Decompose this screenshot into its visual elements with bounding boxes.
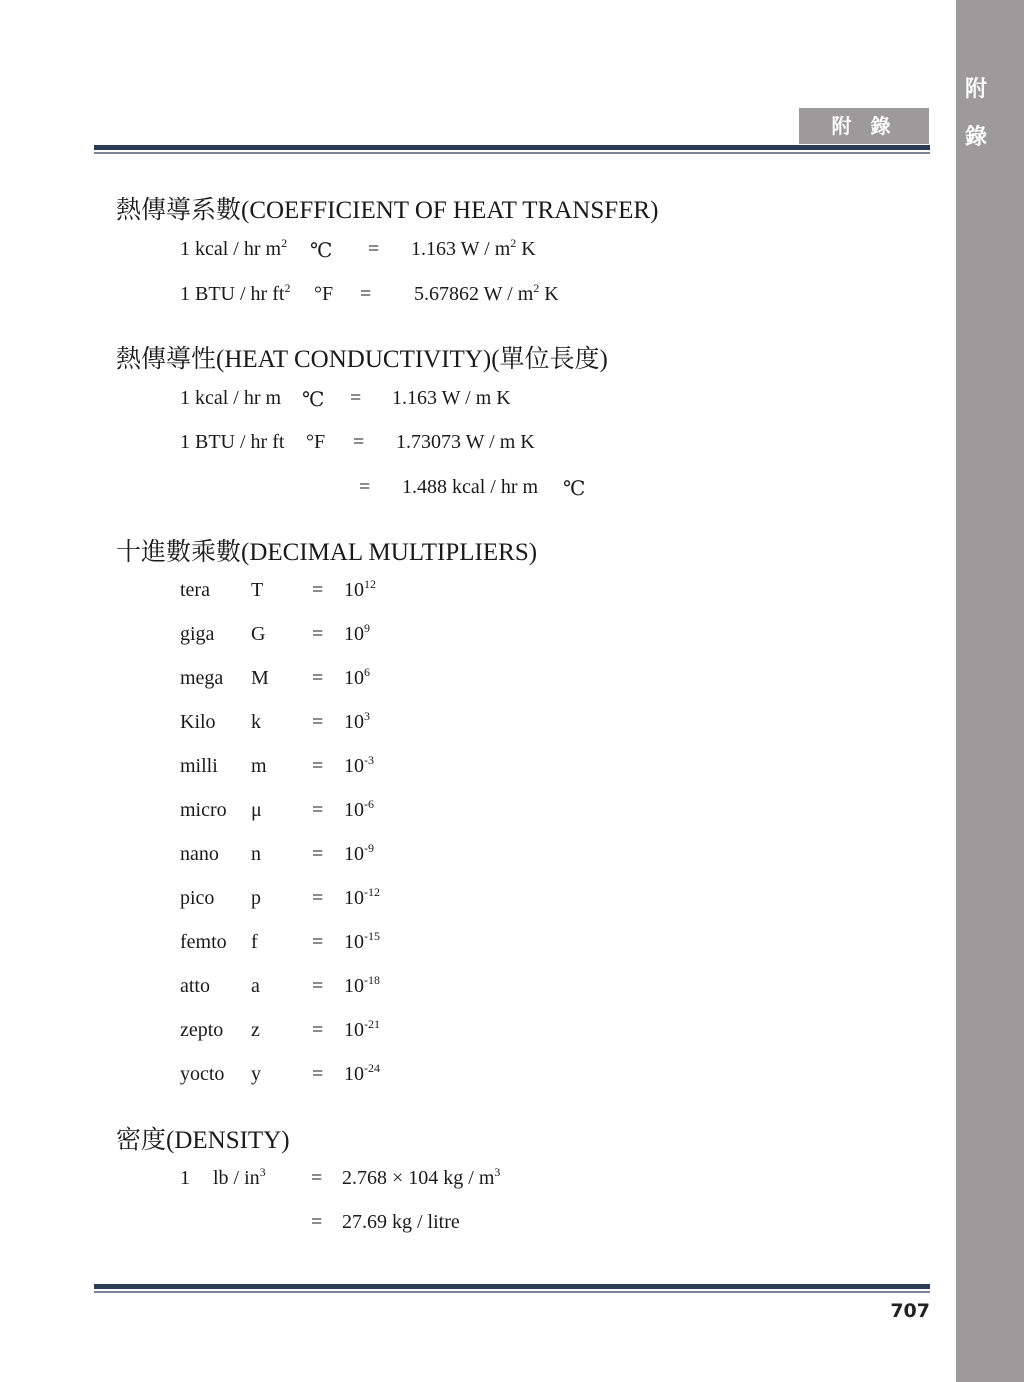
rhs-text: 5.67862 W / m	[414, 283, 534, 305]
lhs-text: 1 BTU / hr ft	[180, 431, 285, 453]
equals-sign: =	[311, 1167, 323, 1189]
equals-sign: =	[312, 623, 324, 645]
prefix-name: pico	[180, 887, 215, 909]
prefix-name: micro	[180, 799, 227, 821]
side-tab	[956, 0, 1024, 1382]
prefix-name: milli	[180, 755, 218, 777]
prefix-symbol: μ	[251, 799, 262, 821]
power-base: 10	[344, 843, 364, 865]
rhs-unit: ℃	[563, 478, 586, 500]
power-exponent: -15	[364, 929, 380, 943]
side-tab-char: 附	[964, 77, 987, 102]
prefix-symbol: y	[251, 1063, 261, 1085]
power-exponent: 3	[364, 709, 370, 723]
power-exponent: 9	[364, 621, 370, 635]
equals-sign: =	[311, 1211, 323, 1233]
rhs-tail: K	[516, 238, 536, 260]
prefix-symbol: z	[251, 1019, 260, 1041]
rhs-text: 2.768 × 104 kg / m	[342, 1167, 495, 1189]
density-title: 密度(DENSITY)	[116, 1127, 290, 1154]
equals-sign: =	[312, 799, 324, 821]
rhs-sup: 3	[494, 1165, 501, 1179]
power-base: 10	[344, 887, 364, 909]
heat-transfer-title: 熱傳導系數(COEFFICIENT OF HEAT TRANSFER)	[116, 197, 659, 224]
prefix-name: femto	[180, 931, 227, 953]
lhs-sup: 2	[284, 281, 291, 295]
equals-sign: =	[353, 431, 365, 453]
prefix-name: giga	[180, 623, 215, 645]
prefix-name: zepto	[180, 1019, 224, 1041]
equals-sign: =	[360, 283, 372, 305]
lhs-text: 1 kcal / hr m	[180, 238, 282, 260]
equals-sign: =	[312, 1019, 324, 1041]
equals-sign: =	[312, 843, 324, 865]
lhs-unit: °F	[314, 283, 334, 305]
header-rule	[94, 145, 930, 154]
power-base: 10	[344, 799, 364, 821]
power-base: 10	[344, 975, 364, 997]
power-exponent: -12	[364, 885, 380, 899]
lhs-sup: 2	[281, 236, 288, 250]
power-exponent: -21	[364, 1017, 380, 1031]
prefix-symbol: m	[251, 755, 267, 777]
equals-sign: =	[359, 476, 371, 498]
heat-conductivity-title: 熱傳導性(HEAT CONDUCTIVITY)(單位長度)	[116, 346, 608, 373]
equals-sign: =	[312, 931, 324, 953]
power-exponent: -3	[364, 753, 374, 767]
lhs-unit: ℃	[302, 389, 325, 411]
power-exponent: -24	[364, 1061, 380, 1075]
rhs-sup: 2	[533, 281, 540, 295]
density-unit: lb / in	[213, 1167, 260, 1189]
equals-sign: =	[312, 667, 324, 689]
prefix-name: atto	[180, 975, 210, 997]
equals-sign: =	[312, 975, 324, 997]
density-unit-sup: 3	[259, 1165, 266, 1179]
prefix-name: mega	[180, 667, 224, 689]
prefix-name: nano	[180, 843, 219, 865]
prefix-name: yocto	[180, 1063, 225, 1085]
power-exponent: 12	[364, 577, 376, 591]
lhs-unit: °F	[306, 431, 326, 453]
equals-sign: =	[312, 579, 324, 601]
page-number: 707	[890, 1300, 930, 1322]
prefix-symbol: p	[251, 887, 261, 909]
power-exponent: -18	[364, 973, 380, 987]
footer-rule	[94, 1284, 930, 1293]
side-tab-title	[963, 66, 989, 162]
decimal-multipliers-title: 十進數乘數(DECIMAL MULTIPLIERS)	[116, 539, 538, 566]
prefix-symbol: M	[251, 667, 269, 689]
power-base: 10	[344, 931, 364, 953]
section-label: 附 錄	[799, 108, 929, 144]
power-exponent: -6	[364, 797, 374, 811]
lhs-text: 1 BTU / hr ft	[180, 283, 285, 305]
rhs-text: 1.163 W / m K	[392, 387, 511, 409]
power-base: 10	[344, 1019, 364, 1041]
prefix-symbol: G	[251, 623, 266, 645]
rhs-text: 1.73073 W / m K	[396, 431, 535, 453]
prefix-symbol: a	[251, 975, 260, 997]
density-num: 1	[180, 1167, 190, 1189]
rhs-tail: K	[539, 283, 559, 305]
prefix-symbol: n	[251, 843, 261, 865]
equals-sign: =	[312, 887, 324, 909]
power-base: 10	[344, 579, 364, 601]
power-base: 10	[344, 1063, 364, 1085]
prefix-name: Kilo	[180, 711, 216, 733]
equals-sign: =	[312, 711, 324, 733]
rhs-text: 1.163 W / m	[411, 238, 511, 260]
rhs-sup: 2	[510, 236, 517, 250]
power-base: 10	[344, 711, 364, 733]
equals-sign: =	[350, 387, 362, 409]
prefix-symbol: f	[251, 931, 258, 953]
rhs-text: 1.488 kcal / hr m	[402, 476, 539, 498]
side-tab-char: 錄	[964, 125, 987, 150]
power-base: 10	[344, 623, 364, 645]
power-base: 10	[344, 755, 364, 777]
prefix-symbol: T	[251, 579, 264, 601]
equals-sign: =	[312, 1063, 324, 1085]
power-exponent: -9	[364, 841, 374, 855]
power-exponent: 6	[364, 665, 370, 679]
equals-sign: =	[312, 755, 324, 777]
lhs-text: 1 kcal / hr m	[180, 387, 282, 409]
equals-sign: =	[368, 238, 380, 260]
lhs-unit: ℃	[310, 240, 333, 262]
power-base: 10	[344, 667, 364, 689]
prefix-name: tera	[180, 579, 210, 601]
prefix-symbol: k	[251, 711, 261, 733]
rhs-text: 27.69 kg / litre	[342, 1211, 460, 1233]
